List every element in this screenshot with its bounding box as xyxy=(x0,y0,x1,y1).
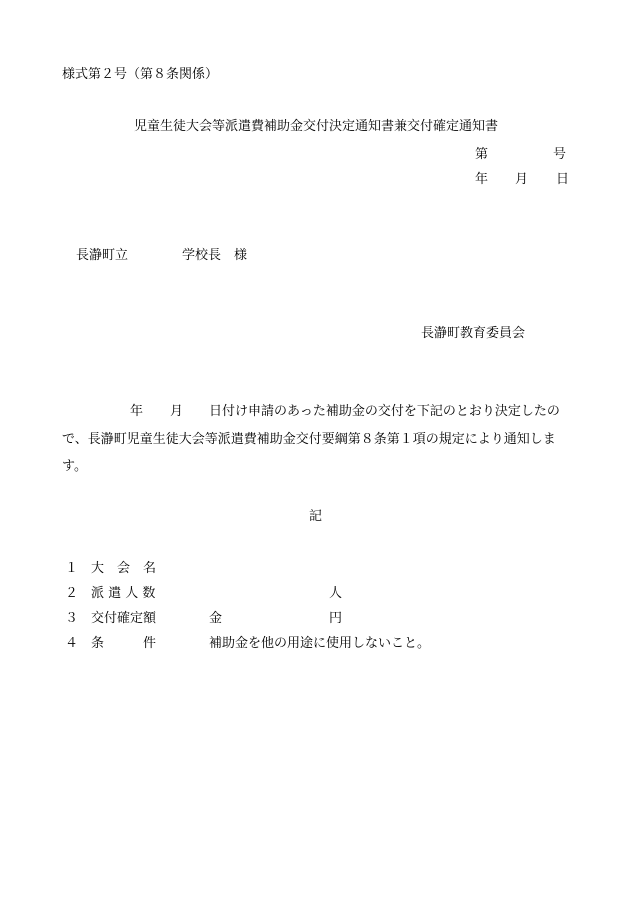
item-label: 条 件 xyxy=(91,636,157,651)
item-label: 大 会 名 xyxy=(91,561,157,576)
item-unit: 人 xyxy=(329,586,343,601)
body-month-label: 月 xyxy=(170,404,184,419)
body-line-1-text: 日付け申請のあった補助金の交付を下記のとおり決定したの xyxy=(209,404,560,419)
sender-name: 長瀞町教育委員会 xyxy=(421,326,526,341)
recipient-school: 学校長 様 xyxy=(182,248,248,263)
body-paragraph-line-3: す。 xyxy=(62,459,87,474)
document-number-suffix: 号 xyxy=(553,147,567,162)
date-day-label: 日 xyxy=(556,172,570,187)
item-prefix: 金 xyxy=(209,611,223,626)
date-month-label: 月 xyxy=(515,172,529,187)
item-label: 派 遣 人 数 xyxy=(91,586,156,601)
recipient-town: 長瀞町立 xyxy=(76,248,129,263)
document-title: 児童生徒大会等派遣費補助金交付決定通知書兼交付確定通知書 xyxy=(134,119,499,134)
item-number: ３ xyxy=(65,611,79,626)
item-label: 交付確定額 xyxy=(91,611,157,626)
item-unit: 円 xyxy=(329,611,343,626)
item-value: 補助金を他の用途に使用しないこと。 xyxy=(209,636,431,651)
item-number: ２ xyxy=(65,586,79,601)
body-paragraph-line-2: で、長瀞町児童生徒大会等派遣費補助金交付要綱第８条第１項の規定により通知しま xyxy=(62,432,556,447)
document-number-prefix: 第 xyxy=(475,147,489,162)
item-number: ４ xyxy=(65,636,79,651)
ki-heading: 記 xyxy=(309,509,323,524)
form-number: 様式第２号（第８条関係） xyxy=(62,67,219,82)
date-year-label: 年 xyxy=(475,172,489,187)
body-year-label: 年 xyxy=(130,404,144,419)
item-number: １ xyxy=(65,561,79,576)
